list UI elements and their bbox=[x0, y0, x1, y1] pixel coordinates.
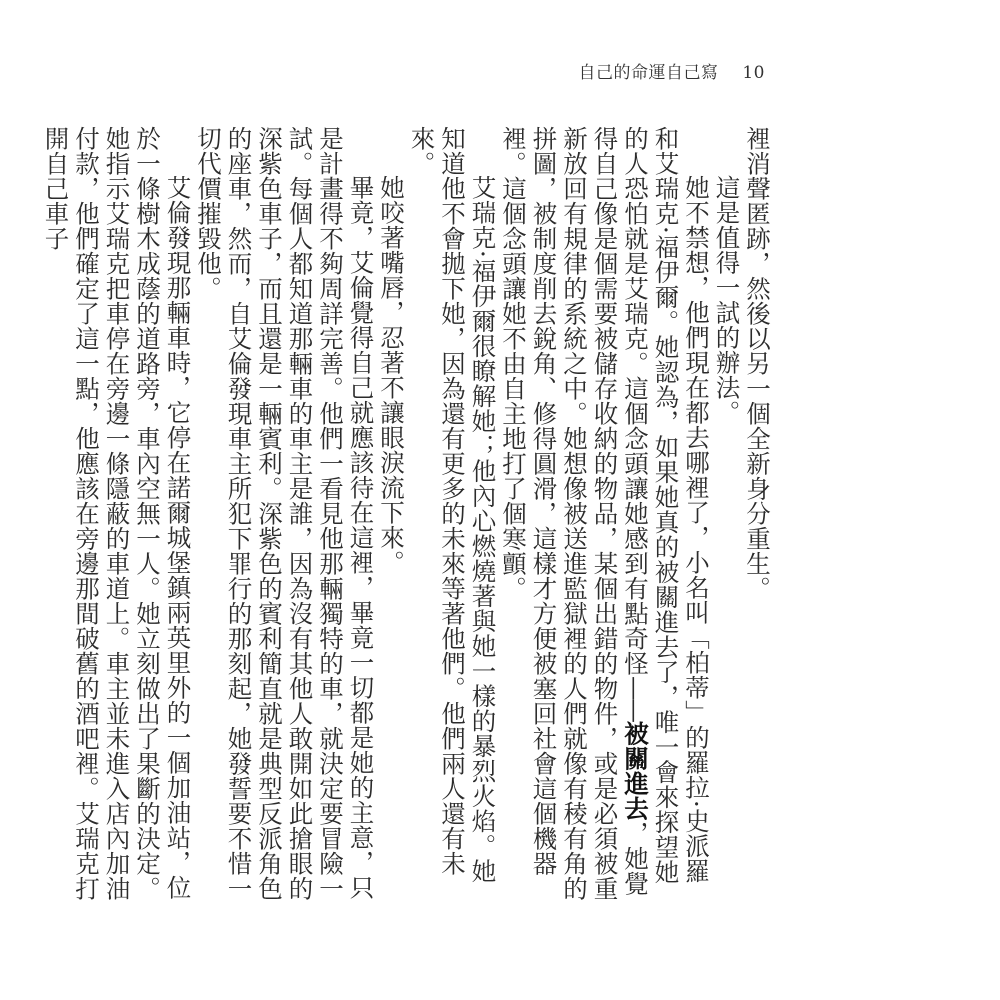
paragraph-text: 她咬著嘴唇，忍著不讓眼淚流下來。 bbox=[377, 175, 406, 575]
paragraph-text: 艾瑞克·福伊爾很瞭解她；他內心燃燒著與她一樣的暴烈火焰。她知道他不會拋下她，因為還有更多的未來等著他們。他們兩人還有未來。 bbox=[407, 126, 498, 884]
em-dash: —— bbox=[621, 676, 650, 721]
running-title: 自己的命運自己寫 bbox=[578, 63, 719, 83]
paragraph-6 bbox=[193, 126, 376, 906]
paragraph-2 bbox=[711, 126, 742, 906]
paragraph-text: 裡消聲匿跡，然後以另一個全新身分重生。 bbox=[743, 126, 772, 601]
vertical-body-text bbox=[40, 126, 772, 906]
paragraph-1 bbox=[742, 126, 773, 906]
paragraph-3 bbox=[498, 126, 712, 906]
page-number: 10 bbox=[742, 63, 765, 83]
paragraph-text: 這是值得一試的辦法。 bbox=[712, 175, 742, 425]
paragraph-5 bbox=[376, 126, 407, 906]
running-header bbox=[578, 58, 765, 83]
paragraph-4 bbox=[406, 126, 498, 906]
paragraph-7 bbox=[40, 126, 193, 906]
paragraph-text: ，她覺得自己像是個需要被儲存收納的物品，某個出錯的物件，或是必須被重新放回有規律的系統之中。她想像被送進監獄裡的人們就像有稜有角的拼圖，被制度削去銳角、修得圓滑，這樣才方便被塞回社會這個機器裡。這個念頭讓她不由自主地打了個寒顫。 bbox=[499, 126, 650, 901]
emphasized-phrase: 被關進去 bbox=[621, 721, 650, 821]
paragraph-text: 她不禁想，他們現在都去哪裡了，小名叫「柏蒂」的羅拉·史派羅和艾瑞克·福伊爾。她認為，如果她真的被關進去了，唯一會來探望她的人恐怕就是艾瑞克。這個念頭讓她感到有點奇怪 bbox=[621, 126, 711, 885]
paragraph-text: 畢竟，艾倫覺得自己就應該待在這裡，畢竟一切都是她的主意，只是計畫得不夠周詳完善。他們一看見他那輛獨特的車，就決定要冒險一試。每個人都知道那輛車的車主是誰，因為沒有其他人敢開如此搶眼的深紫色車子，而且還是一輛賓利。深紫色的賓利簡直就是典型反派角色的座車，然而，自艾倫發現車主所犯下罪行的那刻起，她發誓要不惜一切代價摧毀他。 bbox=[194, 126, 376, 901]
paragraph-text: 艾倫發現那輛車時，它停在諾爾城堡鎮兩英里外的一個加油站，位於一條樹木成蔭的道路旁，車內空無一人。她立刻做出了果斷的決定。她指示艾瑞克把車停在旁邊一條隱蔽的車道上。車主並未進入店內加油付款，他們確定了這一點，他應該在旁邊那間破舊的酒吧裡。艾瑞克打開自己車子 bbox=[41, 126, 193, 901]
